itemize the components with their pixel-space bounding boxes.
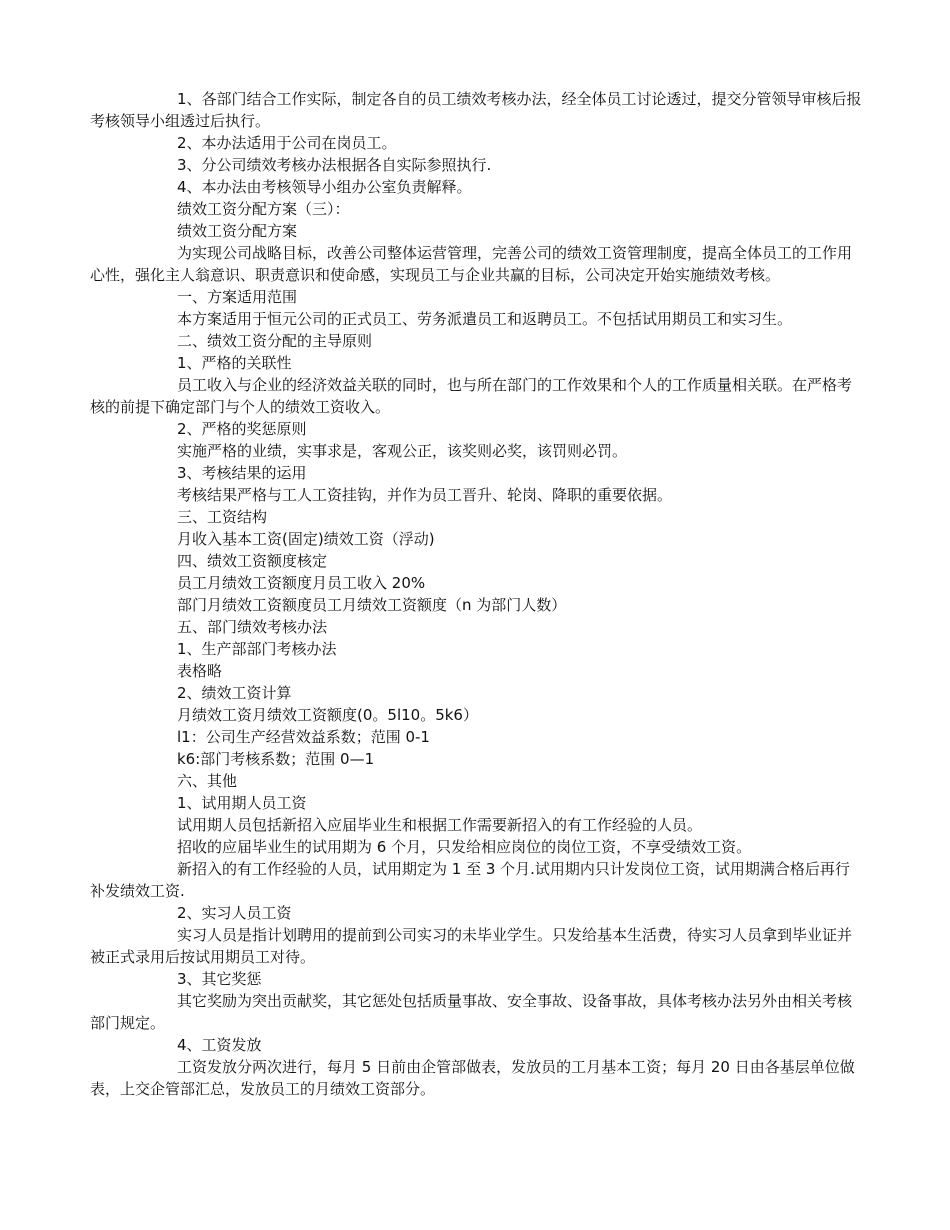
section-heading: 三、工资结构 xyxy=(177,508,268,526)
subsection-heading: 1、试用期人员工资 xyxy=(177,794,307,812)
paragraph: 工资发放分两次进行，每月 5 日前由企管部做表，发放员的工月基本工资；每月 20 日由各基层单位做表，上交企管部汇总，发放员工的月绩效工资部分。 xyxy=(90,1058,855,1098)
paragraph: 月收入基本工资(固定)绩效工资（浮动) xyxy=(177,530,435,548)
subsection-heading: 1、严格的关联性 xyxy=(177,354,292,372)
section-heading: 四、绩效工资额度核定 xyxy=(177,552,328,570)
paragraph: 员工收入与企业的经济效益关联的同时，也与所在部门的工作效果和个人的工作质量相关联。在严格考核的前提下确定部门与个人的绩效工资收入。 xyxy=(90,376,853,416)
paragraph: k6:部门考核系数；范围 0—1 xyxy=(177,750,375,768)
paragraph: 其它奖励为突出贡献奖，其它惩处包括质量事故、安全事故、设备事故，具体考核办法另外由相关考核部门规定。 xyxy=(90,992,853,1032)
paragraph: 1、各部门结合工作实际，制定各自的员工绩效考核办法，经全体员工讨论透过，提交分管领导审核后报考核领导小组透过后执行。 xyxy=(90,90,862,130)
paragraph: 部门月绩效工资额度员工月绩效工资额度（n 为部门人数） xyxy=(177,596,567,614)
subsection-heading: 3、其它奖惩 xyxy=(177,970,262,988)
paragraph: 3、分公司绩效考核办法根据各自实际参照执行. xyxy=(177,156,492,174)
paragraph: 试用期人员包括新招入应届毕业生和根据工作需要新招入的有工作经验的人员。 xyxy=(177,816,703,834)
paragraph: 实习人员是指计划聘用的提前到公司实习的未毕业学生。只发给基本生活费，待实习人员拿到毕业证并被正式录用后按试用期员工对待。 xyxy=(90,926,853,966)
section-heading: 一、方案适用范围 xyxy=(177,288,298,306)
section-heading: 二、绩效工资分配的主导原则 xyxy=(177,332,373,350)
paragraph: 招收的应届毕业生的试用期为 6 个月，只发给相应岗位的岗位工资，不享受绩效工资。 xyxy=(177,838,752,856)
subsection-heading: 2、严格的奖惩原则 xyxy=(177,420,307,438)
subsection-heading: 1、生产部部门考核办法 xyxy=(177,640,337,658)
paragraph: 为实现公司战略目标，改善公司整体运营管理，完善公司的绩效工资管理制度，提高全体员工的工作用心性，强化主人翁意识、职责意识和使命感，实现员工与企业共赢的目标，公司决定开始实施绩效考核。 xyxy=(90,244,853,284)
section-heading: 五、部门绩效考核办法 xyxy=(177,618,328,636)
paragraph: 新招入的有工作经验的人员，试用期定为 1 至 3 个月.试用期内只计发岗位工资，试用期满合格后再行补发绩效工资. xyxy=(90,860,850,900)
subsection-heading: 4、工资发放 xyxy=(177,1036,262,1054)
paragraph: 员工月绩效工资额度月员工收入 20% xyxy=(177,574,426,592)
section-heading: 六、其他 xyxy=(177,772,238,790)
subsection-heading: 3、考核结果的运用 xyxy=(177,464,307,482)
paragraph: 实施严格的业绩，实事求是，客观公正，该奖则必奖，该罚则必罚。 xyxy=(177,442,628,460)
document-body xyxy=(90,88,862,1100)
paragraph: 2、本办法适用于公司在岗员工。 xyxy=(177,134,397,152)
paragraph: 考核结果严格与工人工资挂钩，并作为员工晋升、轮岗、降职的重要依据。 xyxy=(177,486,673,504)
paragraph: 本方案适用于恒元公司的正式员工、劳务派遣员工和返聘员工。不包括试用期员工和实习生。 xyxy=(177,310,793,328)
paragraph: 月绩效工资月绩效工资额度(0。5l10。5k6） xyxy=(177,706,478,724)
section-heading: 绩效工资分配方案（三）： xyxy=(177,200,350,218)
section-heading: 绩效工资分配方案 xyxy=(177,222,298,240)
subsection-heading: 2、绩效工资计算 xyxy=(177,684,292,702)
subsection-heading: 2、实习人员工资 xyxy=(177,904,292,922)
paragraph: 表格略 xyxy=(177,662,223,680)
paragraph: l1：公司生产经营效益系数；范围 0-1 xyxy=(177,728,430,746)
paragraph: 4、本办法由考核领导小组办公室负责解释。 xyxy=(177,178,472,196)
